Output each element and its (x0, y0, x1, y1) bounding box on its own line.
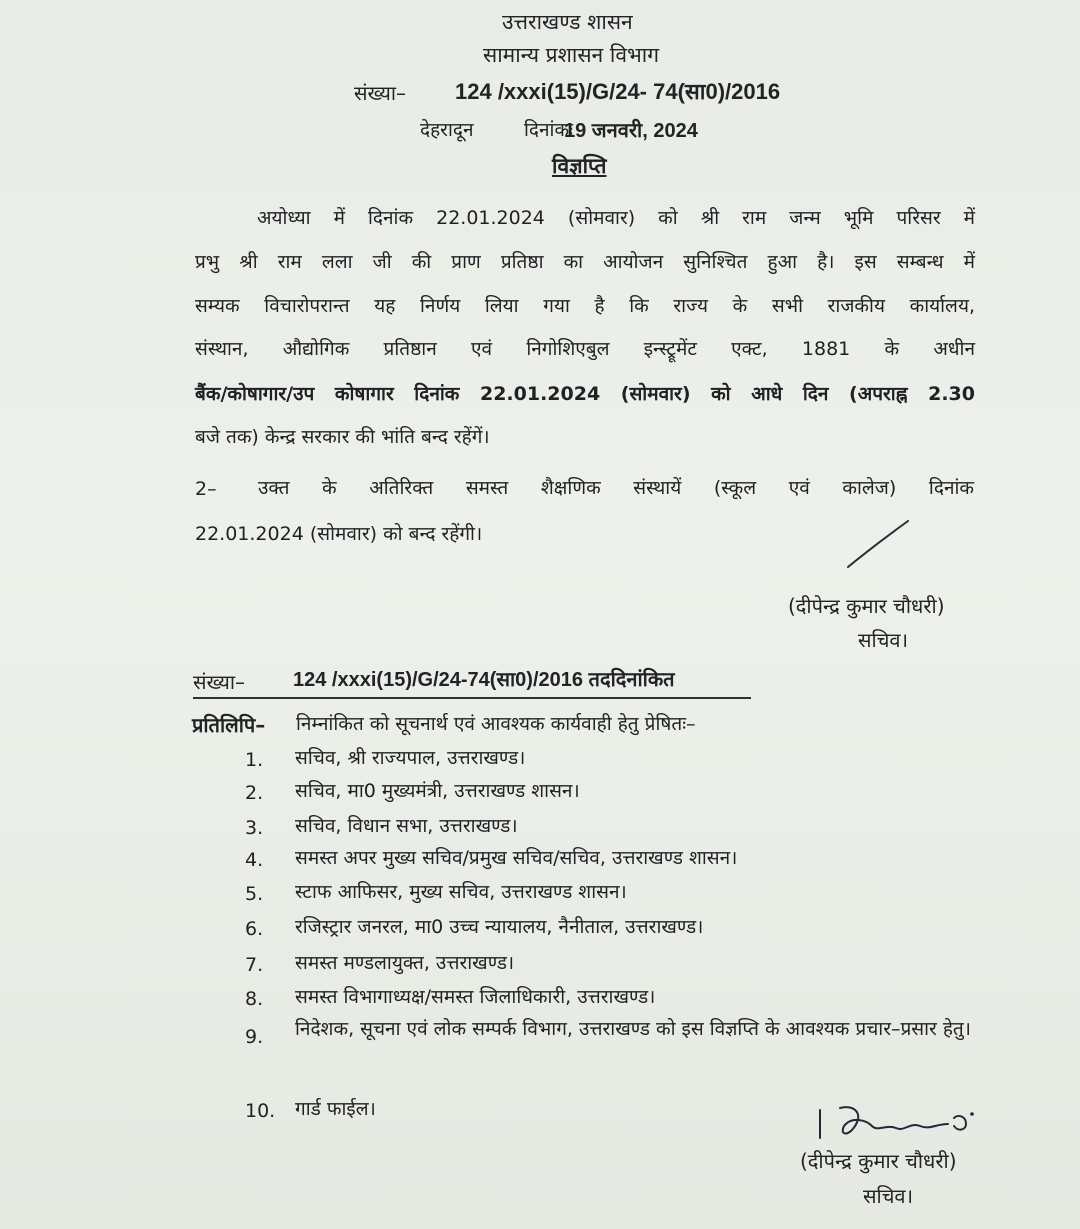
list-item (245, 777, 1005, 809)
list-text: गार्ड फाईल। (295, 1098, 376, 1120)
paragraph-2-line-2: 22.01.2024 (सोमवार) को बन्द रहेंगी। (195, 523, 483, 545)
copy-label: प्रतिलिपि– (192, 713, 266, 737)
list-number: 10. (245, 1100, 276, 1122)
list-text: सचिव, मा0 मुख्यमंत्री, उत्तराखण्ड शासन। (295, 780, 580, 802)
list-text: सचिव, श्री राज्यपाल, उत्तराखण्ड। (295, 747, 526, 769)
copy-reference-underline (193, 697, 751, 699)
paragraph-1-line-5: बैंक/कोषागार/उप कोषागार दिनांक 22.01.2024 (सोमवार) को आधे दिन (अपराह्न 2.30 (195, 383, 975, 405)
date-value: 19 जनवरी, 2024 (564, 120, 698, 142)
list-number: 4. (245, 849, 264, 871)
list-item (245, 878, 1005, 910)
list-number: 9. (245, 1026, 264, 1048)
signature-stroke (840, 515, 920, 585)
paragraph-1-line-2: प्रभु श्री राम लला जी की प्राण प्रतिष्ठा का आयोजन सुनिश्चित हुआ है। इस सम्बन्ध में (195, 251, 975, 273)
list-number: 3. (245, 817, 264, 839)
list-number: 2. (245, 782, 264, 804)
paragraph-2-number: 2– (195, 478, 217, 500)
list-item (245, 949, 1005, 981)
government-title: उत्तराखण्ड शासन (502, 10, 633, 34)
paragraph-1-line-4: संस्थान, औद्योगिक प्रतिष्ठान एवं निगोशिएबुल इन्स्ट्रूमेंट एक्ट, 1881 के अधीन (195, 338, 975, 360)
list-number: 8. (245, 988, 264, 1010)
copy-reference-label: संख्या– (193, 670, 245, 694)
list-text: समस्त विभागाध्यक्ष/समस्त जिलाधिकारी, उत्तराखण्ड। (295, 986, 656, 1008)
list-number: 5. (245, 883, 264, 905)
list-number: 6. (245, 918, 264, 940)
place-name: देहरादून (420, 119, 474, 141)
paragraph-2-line-1: उक्त के अतिरिक्त समस्त शैक्षणिक संस्थायें (स्कूल एवं कालेज) दिनांक (258, 477, 974, 499)
signatory-name: (दीपेन्द्र कुमार चौधरी) (788, 594, 945, 618)
signatory-designation: सचिव। (858, 628, 909, 652)
list-item (245, 913, 1005, 945)
list-text: निदेशक, सूचना एवं लोक सम्पर्क विभाग, उत्तराखण्ड को इस विज्ञप्ति के आवश्यक प्रचार–प्रसार हेतु। (295, 1018, 971, 1040)
list-item (245, 1012, 1005, 1082)
second-signatory-name: (दीपेन्द्र कुमार चौधरी) (800, 1149, 957, 1173)
paragraph-1-line-3: सम्यक विचारोपरान्त यह निर्णय लिया गया है कि राज्य के सभी राजकीय कार्यालय, (195, 295, 975, 317)
notice-title: विज्ञप्ति (552, 154, 607, 178)
list-text: रजिस्ट्रार जनरल, मा0 उच्च न्यायालय, नैनीताल, उत्तराखण्ड। (295, 916, 704, 938)
reference-label: संख्या– (354, 81, 406, 105)
list-item (245, 983, 1005, 1015)
list-text: सचिव, विधान सभा, उत्तराखण्ड। (295, 815, 518, 837)
list-text: समस्त मण्डलायुक्त, उत्तराखण्ड। (295, 952, 515, 974)
copy-reference-number: 124 /xxxi(15)/G/24-74(सा0)/2016 तददिनांकित (293, 669, 675, 691)
list-number: 7. (245, 954, 264, 976)
copy-reference-row (193, 664, 751, 702)
department-title: सामान्य प्रशासन विभाग (483, 43, 660, 67)
list-item (245, 812, 1005, 844)
date-label: दिनांकः (524, 119, 573, 141)
list-text: स्टाफ आफिसर, मुख्य सचिव, उत्तराखण्ड शासन। (295, 881, 627, 903)
copy-purpose: निम्नांकित को सूचनार्थ एवं आवश्यक कार्यवाही हेतु प्रेषितः– (296, 713, 696, 735)
list-number: 1. (245, 749, 264, 771)
list-item (245, 744, 1005, 776)
second-signatory-designation: सचिव। (863, 1184, 914, 1208)
paragraph-1-line-6: बजे तक) केन्द्र सरकार की भांति बन्द रहेंगें। (195, 426, 490, 448)
list-text: समस्त अपर मुख्य सचिव/प्रमुख सचिव/सचिव, उत्तराखण्ड शासन। (295, 847, 738, 869)
list-item (245, 844, 1005, 876)
paragraph-1-line-1: अयोध्या में दिनांक 22.01.2024 (सोमवार) को श्री राम जन्म भूमि परिसर में (257, 207, 975, 229)
reference-number: 124 /xxxi(15)/G/24- 74(सा0)/2016 (455, 79, 781, 104)
